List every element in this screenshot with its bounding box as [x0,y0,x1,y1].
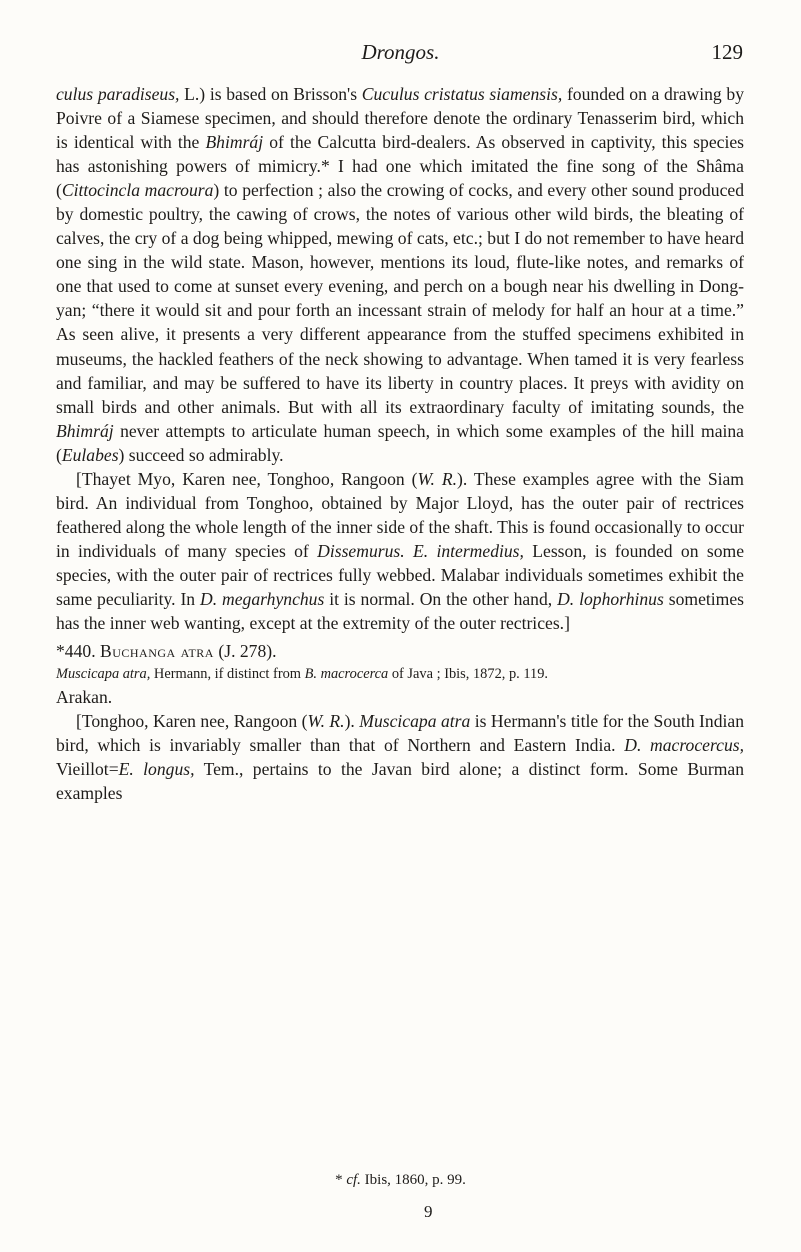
synonymy-line [56,663,744,685]
running-head-title: Drongos. [361,40,440,64]
species-name: E. longus, [118,759,195,780]
species-name: Cittocincla macroura [61,180,214,201]
text-run: Tem., pertains to the Javan bird alone; a distinct form. Some Burman examples [56,759,744,804]
species-entry-heading [56,639,744,663]
text-run: never attempts to articulate human speech, in which some examples of the hill maina ( [56,420,744,465]
text-run: is Hermann's title for the South Indian bird, which is invariably smaller than that of Northern and Eastern India. [56,711,745,756]
entry-number: *440. [56,641,100,662]
species-name: D. macrocercus, [624,735,744,756]
locality-line: Arakan. [56,687,113,708]
text-run: sometimes has the inner web wanting, except at the extremity of the outer rectrices.] [56,588,744,634]
footnote [0,1172,801,1189]
footnote-marker: * [335,1172,347,1188]
species-name: D. lophorhinus [557,588,664,609]
entry-species-name: Buchanga atra [99,641,214,662]
text-run: Hermann, if distinct from [150,666,305,683]
species-name: Muscicapa atra, [56,666,151,683]
paragraph-localities-notes [56,467,744,635]
text-run: ). These examples agree with the Siam bird. An individual from Tonghoo, obtained by Major Lloyd, has the outer pair of rectrices feathered along the whole length of the inner side of the shaft. This is found occasionally to occur in individuals of many species of [56,468,744,561]
species-name: Cuculus cristatus siamensis, [361,84,563,104]
text-run: L.) is based on Brisson's [179,84,362,104]
text-run: ) succeed so admirably. [118,444,284,465]
text-run: founded on a drawing by Poivre of a Siamese specimen, and should therefore denote the ordinary Tenasserim bird, which is identical with the [56,84,744,153]
species-name: B. macrocerca [304,666,389,683]
genus-name: Eulabes [61,444,119,465]
species-name: Muscicapa atra [359,711,471,732]
footnote-text: Ibis, 1860, p. 99. [360,1172,466,1188]
paragraph-localities-notes-2 [56,709,744,805]
paragraph-continuation [56,82,744,467]
footnote-cf: cf. [346,1172,361,1188]
page-number: 129 [711,40,743,64]
species-name: Dissemurus. E. intermedius, [317,540,524,561]
collector-initials: W. R. [417,468,457,489]
text-run: Vieillot= [56,759,119,780]
text-run: of Java ; Ibis, 1872, p. 119. [388,666,548,683]
species-name: culus paradiseus, [56,84,180,104]
body-text [56,82,744,805]
text-run: Lesson, is founded on some species, with the outer pair of rectrices fully webbed. Malabar individuals sometimes exhibit the same peculiarity. In [56,540,745,609]
entry-reference: (J. 278). [213,641,277,662]
text-run: it is normal. On the other hand, [324,588,558,609]
text-run: ) to perfection ; also the crowing of cocks, and every other sound produced by domestic poultry, the cawing of crows, the notes of various other wild birds, the bleating of calves, the cry of a dog being whipped, mewing of cats, etc.; but I do not remember to have heard one sing in the wild state. Mason, however, mentions its loud, flute-like notes, and remarks of one that used to come at sunset every evening, and perch on a bough near his dwelling in Dong-yan; “there it would sit and pour forth an incessant strain of melody for half an hour at a time.” As seen alive, it presents a very different appearance from the stuffed specimens exhibited in museums, the hackled feathers of the neck showing to advantage. When tamed it is very fearless and familiar, and may be suffered to have its liberty in country places. It preys with avidity on small birds and other animals. But with all its extraordinary faculty of imitating sounds, the [56,180,744,417]
species-name: D. megarhynchus [200,588,325,609]
collector-initials: W. R. [307,711,345,732]
text-run: of the Calcutta bird-dealers. As observed in captivity, this species has astonishing powers of mimicry.* I had one which imitated the fine song of the Shâma ( [56,132,744,201]
text-run: ). [344,711,360,732]
signature-mark: 9 [424,1202,433,1221]
vernacular-name: Bhimráj [56,420,114,441]
text-run: [Thayet Myo, Karen nee, Tonghoo, Rangoon ( [76,468,418,489]
vernacular-name: Bhimráj [205,132,264,153]
text-run: [Tonghoo, Karen nee, Rangoon ( [76,711,308,732]
